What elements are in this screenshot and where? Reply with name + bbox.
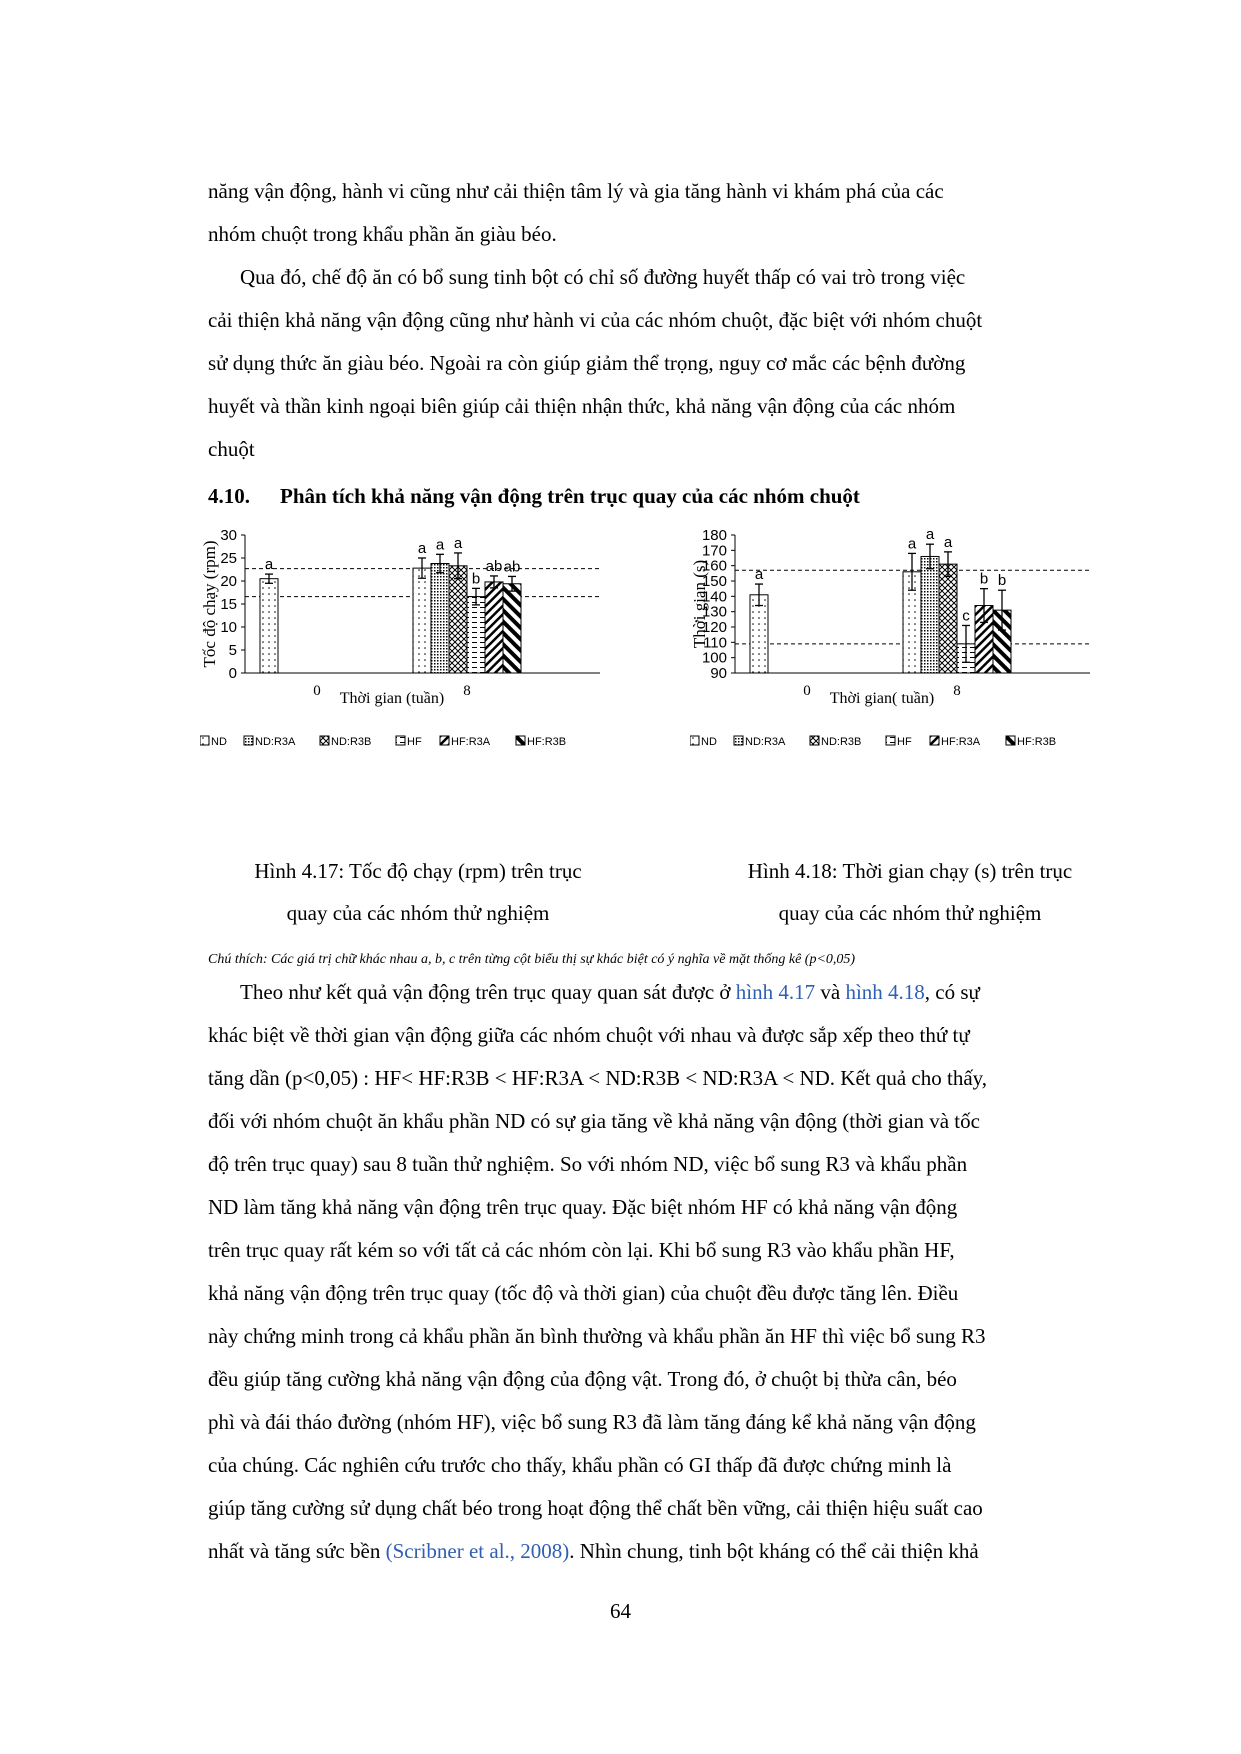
bar [750,595,768,673]
bar [939,564,957,673]
y-tick-label: 150 [701,573,727,590]
y-tick-label: 180 [701,527,727,544]
text-run: , có sự [924,980,980,1004]
text-line: khả năng vận động trên trục quay (tốc độ và thời gian) của chuột đều được tăng lên. Điều [208,1281,959,1305]
section-title: Phân tích khả năng vận động trên trục quay của các nhóm chuột [280,484,860,508]
legend-swatch [244,736,253,745]
chart-running-time [690,525,1120,845]
significance-label: b [979,570,989,588]
legend-swatch [690,736,699,745]
y-tick-label: 170 [701,542,727,560]
y-tick-label: 20 [220,573,237,590]
text-line [208,1530,1123,1573]
legend-label: HF:R3B [527,736,567,748]
x-tick-label: 8 [953,683,961,699]
paragraph-1 [208,170,1123,256]
text-line: tăng dần (p<0,05) : HF< HF:R3B < HF:R3A < ND:R3B < ND:R3A < ND. Kết quả cho thấy, [208,1066,988,1090]
legend-swatch [734,736,743,745]
y-tick-label: 120 [701,619,727,636]
legend-label: HF [407,736,422,748]
text-line: giúp tăng cường sử dụng chất béo trong hoạt động thể chất bền vững, cải thiện hiệu suất cao [208,1496,983,1520]
bar [431,564,449,673]
text-line: nhóm chuột trong khẩu phần ăn giàu béo. [208,222,557,246]
paragraph-2 [208,256,1123,471]
text-line: Qua đó, chế độ ăn có bổ sung tinh bột có chỉ số đường huyết thấp có vai trò trong việc [240,265,966,289]
y-tick-label: 100 [701,649,727,667]
text-line: của chúng. Các nghiên cứu trước cho thấy, khẩu phần có GI thấp đã được chứng minh là [208,1453,952,1477]
significance-label: a [435,536,445,554]
text-line: này chứng minh trong cả khẩu phần ăn bình thường và khẩu phần ăn HF thì việc bổ sung R3 [208,1324,986,1348]
significance-label: a [943,533,953,551]
significance-label: a [754,566,764,584]
chart-running-speed [200,525,630,845]
legend-label: ND:R3A [745,736,786,748]
figure-note: Chú thích: Các giá trị chữ khác nhau a, b, c trên từng cột biểu thị sự khác biệt có ý nghĩa về mặt thống kê (p<0,05) [208,952,856,967]
text-run: Theo như kết quả vận động trên trục quay quan sát được ở [240,980,736,1004]
significance-label: c [962,607,970,625]
legend-label: ND [211,736,227,748]
bar [467,597,485,673]
text-line: ND làm tăng khả năng vận động trên trục quay. Đặc biệt nhóm HF có khả năng vận động [208,1195,958,1219]
text-line: đối với nhóm chuột ăn khẩu phần ND có sự gia tăng về khả năng vận động (thời gian và tốc [208,1109,980,1133]
bar [413,568,431,673]
bar [921,556,939,673]
x-axis-label: Thời gian (tuần) [339,690,445,707]
significance-label: a [264,556,274,574]
caption-line: quay của các nhóm thử nghiệm [286,901,550,925]
x-axis-label: Thời gian( tuần) [829,690,935,707]
caption-line: Hình 4.18: Thời gian chạy (s) trên trục [747,859,1073,883]
section-heading [208,484,860,509]
caption-line: Hình 4.17: Tốc độ chạy (rpm) trên trục [254,859,582,883]
significance-label: b [997,572,1007,590]
y-axis-label: Tốc độ chạy (rpm) [200,540,219,668]
citation-link[interactable]: (Scribner et al., 2008) [385,1539,570,1563]
text-line [208,971,1123,1014]
x-tick-label: 0 [803,683,811,699]
legend-label: ND:R3A [255,736,296,748]
text-line: sử dụng thức ăn giàu béo. Ngoài ra còn giúp giảm thể trọng, nguy cơ mắc các bệnh đường [208,351,966,375]
legend-swatch [886,736,895,745]
legend-label: HF:R3B [1017,736,1057,748]
text-run: nhất và tăng sức bền [208,1539,386,1563]
y-tick-label: 140 [701,588,727,606]
text-line: đều giúp tăng cường khả năng vận động của động vật. Trong đó, ở chuột bị thừa cân, béo [208,1367,957,1391]
text-run: và [815,980,846,1004]
legend-label: HF [897,736,912,748]
y-tick-label: 160 [701,557,727,575]
figure-link-4-17[interactable]: hình 4.17 [735,980,816,1004]
legend-swatch [810,736,819,745]
text-line: trên trục quay rất kém so với tất cả các nhóm còn lại. Khi bổ sung R3 vào khẩu phần HF, [208,1238,955,1262]
figure-caption-4-17 [208,850,628,934]
x-tick-label: 0 [313,683,321,699]
y-tick-label: 90 [710,665,727,682]
page-number: 64 [610,1599,631,1623]
text-line: khác biệt về thời gian vận động giữa các nhóm chuột với nhau và được sắp xếp theo thứ tự [208,1023,970,1047]
text-run: . Nhìn chung, tinh bột kháng có thể cải thiện khả [569,1539,979,1563]
text-line: chuột [208,437,255,461]
legend-swatch [440,736,449,745]
significance-label: b [471,570,481,588]
figure-link-4-18[interactable]: hình 4.18 [845,980,925,1004]
y-tick-label: 5 [228,642,237,659]
y-tick-label: 110 [703,634,727,652]
text-line: phì và đái tháo đường (nhóm HF), việc bổ sung R3 đã làm tăng đáng kể khả năng vận động [208,1410,976,1434]
caption-line: quay của các nhóm thử nghiệm [778,901,1042,925]
legend-swatch [930,736,939,745]
text-line: năng vận động, hành vi cũng như cải thiện tâm lý và gia tăng hành vi khám phá của các [208,179,944,203]
bar [485,582,503,673]
y-tick-label: 30 [220,527,237,544]
significance-label: a [453,534,463,552]
legend-swatch [396,736,405,745]
bar [260,579,278,673]
significance-label: a [907,535,917,553]
legend-label: ND:R3B [821,736,862,748]
legend-swatch [200,736,209,745]
significance-label: ab [503,558,521,576]
legend-swatch [516,736,525,745]
y-tick-label: 10 [220,619,237,636]
legend-swatch [1006,736,1015,745]
figure-caption-4-18 [700,850,1120,934]
text-line: cải thiện khả năng vận động cũng như hành vi của các nhóm chuột, đặc biệt với nhóm chuột [208,308,983,332]
text-line: độ trên trục quay) sau 8 tuần thử nghiệm. So với nhóm ND, việc bổ sung R3 và khẩu phần [208,1152,968,1176]
y-tick-label: 0 [228,665,237,682]
x-tick-label: 8 [463,683,471,699]
y-tick-label: 15 [220,596,237,613]
legend-label: ND [701,736,717,748]
significance-label: a [925,526,935,544]
legend-label: HF:R3A [941,736,981,748]
y-tick-label: 130 [701,603,727,621]
legend-swatch [320,736,329,745]
section-number: 4.10. [208,484,250,508]
y-tick-label: 25 [220,550,237,567]
paragraph-3 [208,971,1123,1573]
bar [503,584,521,673]
significance-label: a [417,540,427,557]
y-axis-label: Thời gian (s) [690,559,709,649]
legend-label: HF:R3A [451,736,491,748]
significance-label: ab [485,557,503,575]
bar [449,566,467,673]
legend-label: ND:R3B [331,736,372,748]
text-line: huyết và thần kinh ngoại biên giúp cải thiện nhận thức, khả năng vận động của các nhóm [208,394,956,418]
